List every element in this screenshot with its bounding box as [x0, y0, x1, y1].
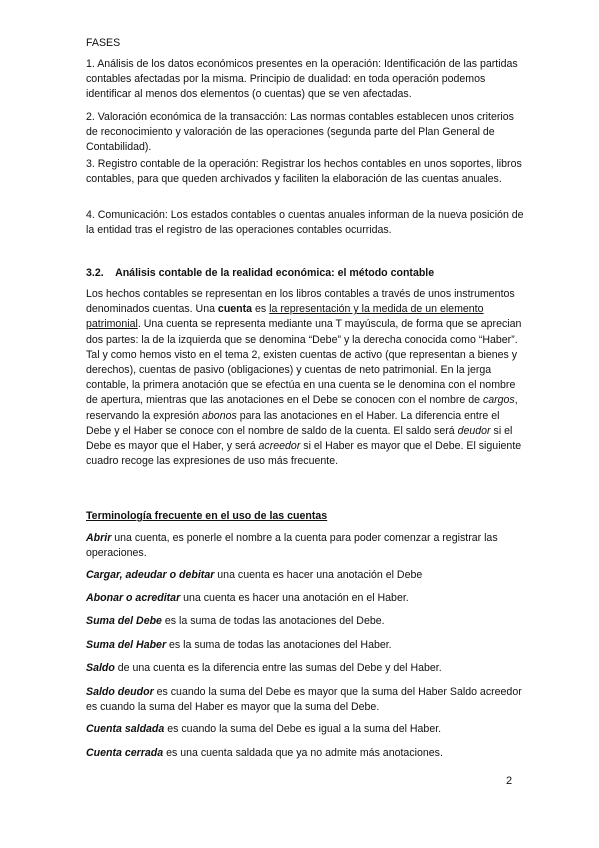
term-text: es una cuenta saldada que ya no admite más anotaciones. [163, 747, 443, 759]
term-text: es cuando la suma del Debe es igual a la suma del Haber. [164, 723, 442, 735]
term-label: Saldo [86, 662, 115, 674]
fases-item-4: 4. Comunicación: Los estados contables o cuentas anuales informan de la nueva posición de la entidad tras el registro de las operaciones contables ocurridas. [86, 209, 524, 237]
term-cargos: cargos [482, 394, 515, 407]
term-text: una cuenta es hacer una anotación en el Haber. [180, 592, 409, 604]
term-deudor: deudor [457, 424, 491, 437]
fases-title: FASES [86, 37, 121, 49]
term-label: Saldo deudor [86, 686, 154, 698]
term-item [86, 614, 526, 629]
term-label: Cuenta saldada [86, 723, 165, 735]
term-item [86, 591, 526, 606]
term-item [86, 638, 526, 653]
term-text: es la suma de todas las anotaciones del Debe. [161, 615, 385, 627]
section-heading [86, 266, 526, 281]
term-item [86, 746, 526, 761]
term-cuenta: cuenta [217, 303, 253, 316]
term-label: Suma del Haber [86, 639, 167, 651]
para-text: si el Haber es mayor que el Debe. El siguiente cuadro recoge las expresiones de uso más frecuente. [86, 440, 522, 468]
term-item [86, 568, 526, 583]
fases-item-3: 3. Registro contable de la operación: Registrar los hechos contables en unos soportes, libros contables, para que queden archivados y faciliten la elaboración de las cuentas anuales. [86, 158, 522, 186]
term-item [86, 685, 526, 715]
para-text: . Una cuenta se representa mediante una T mayúscula, de forma que se aprecian dos partes: la de la izquierda que se denomina “Debe” y la derecha conocida como “Haber”. Tal y como hemos visto en el tema 2, existen cuentas de activo (que representan a bienes y derechos), cuentas de pasivo (obligaciones) y cuentas de neto patrimonial. En la jerga contable, la primera anotación que se efectúa en una cuenta se le denomina con el nombre de apertura, mientras que las anotaciones en el Debe se conocen con el nombre de [86, 318, 522, 407]
definition-underline: la representación y la medida de un elemento patrimonial [86, 303, 484, 331]
term-item [86, 722, 526, 737]
term-text: es la suma de todas las anotaciones del Haber. [166, 639, 392, 651]
term-acreedor: acreedor [258, 440, 301, 453]
section-paragraph [86, 287, 526, 469]
section-number: 3.2. [86, 267, 104, 279]
term-abonos: abonos [202, 409, 237, 422]
term-item [86, 661, 526, 676]
terminology-title: Terminología frecuente en el uso de las cuentas [86, 510, 328, 522]
term-text: una cuenta es hacer una anotación el Debe [214, 569, 423, 581]
page-number: 2 [506, 775, 513, 787]
para-text: Los hechos contables se representan en los libros contables a través de unos instrumentos denominados cuentas. Una [86, 288, 515, 316]
term-label: Suma del Debe [86, 615, 162, 627]
term-text: de una cuenta es la diferencia entre las sumas del Debe y del Haber. [114, 662, 442, 674]
term-label: Cuenta cerrada [86, 747, 164, 759]
para-text: es [252, 303, 270, 316]
term-item [86, 531, 526, 561]
term-label: Abrir [86, 532, 112, 544]
term-label: Abonar o acreditar [86, 592, 181, 604]
para-text: para las anotaciones en el Haber. La diferencia entre el Debe y el Haber se conoce con el nombre de saldo de la cuenta. El saldo será [86, 409, 500, 437]
fases-item-2: 2. Valoración económica de la transacción: Las normas contables establecen unos criterios de reconocimiento y valoración de las operaciones (segunda parte del Plan General de Contabilidad). [86, 111, 514, 154]
section-title: Análisis contable de la realidad económica: el método contable [115, 267, 435, 279]
term-text: es cuando la suma del Debe es mayor que la suma del Haber Saldo acreedor es cuando la suma del Haber es mayor que la suma del Debe. [86, 686, 522, 714]
para-text: si el Debe es mayor que el Haber, y será [86, 424, 513, 453]
para-text: , reservando la expresión [86, 394, 518, 422]
fases-item-1: 1. Análisis de los datos económicos presentes en la operación: Identificación de las partidas contables afectadas por la misma. Principio de dualidad: en toda operación podemos identificar al menos dos elementos (o cuentas) que se ven afectadas. [86, 58, 518, 101]
term-label: Cargar, adeudar o debitar [86, 569, 215, 581]
term-text: una cuenta, es ponerle el nombre a la cuenta para poder comenzar a registrar las operaciones. [86, 532, 498, 560]
